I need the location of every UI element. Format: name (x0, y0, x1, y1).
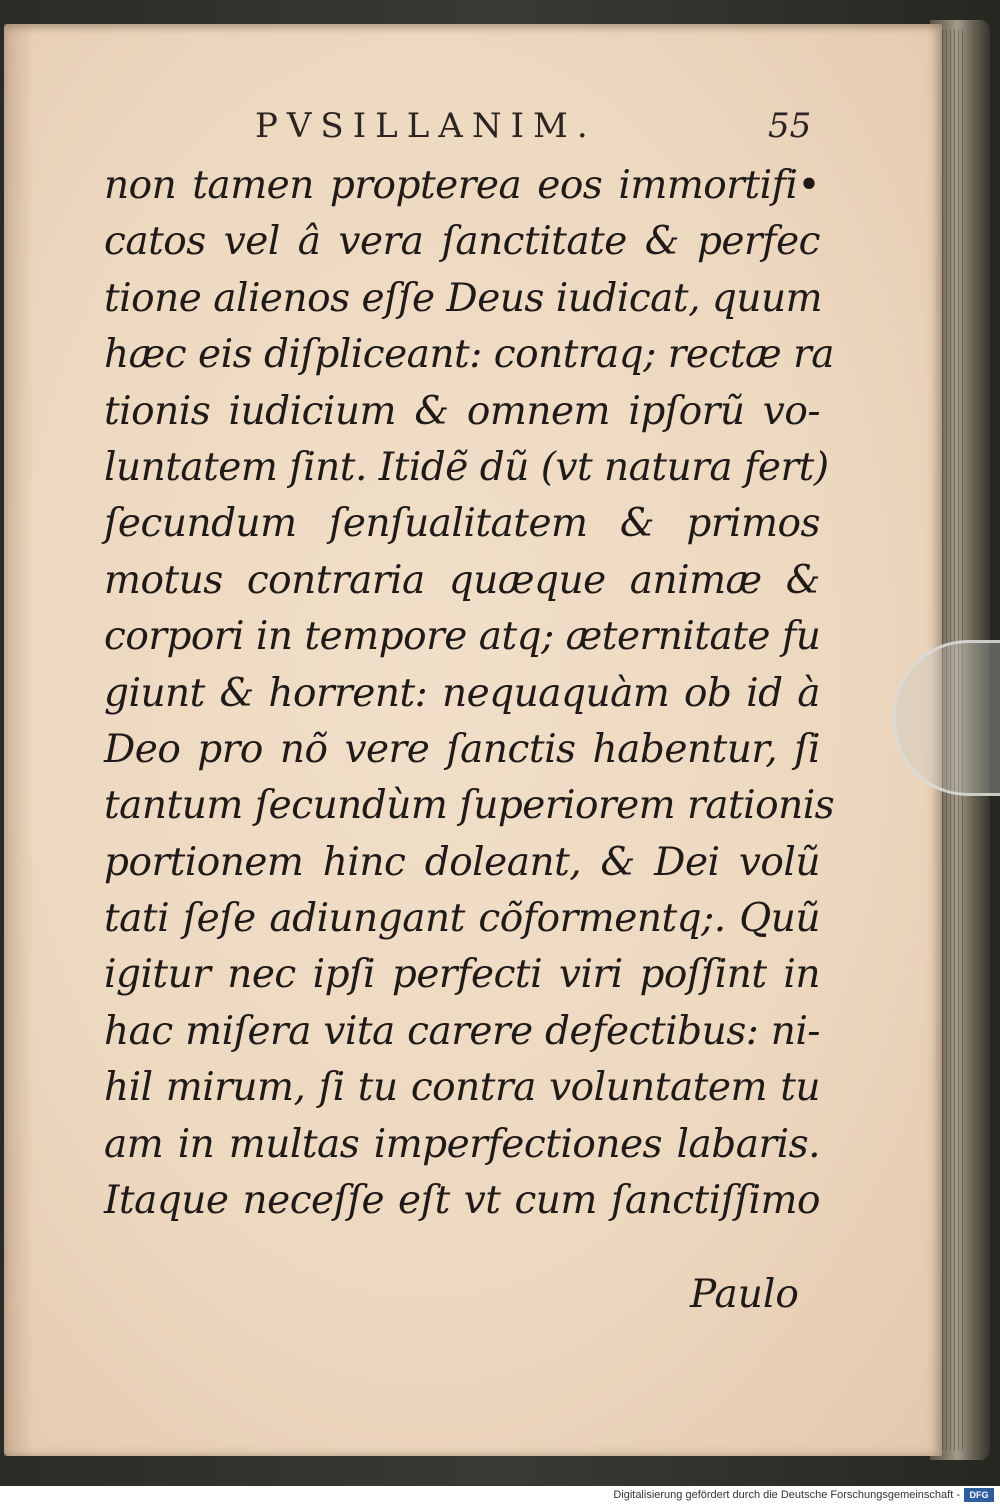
text-line: tantum ſecundùm ſuperiorem rationis (104, 783, 835, 829)
text-line: am in multas imperfectiones labaris. (104, 1121, 820, 1167)
text-line: non tamen propterea eos immortifi• (104, 163, 820, 208)
body-text (104, 158, 835, 1229)
text-line: catos vel â vera ſanctitate & perfec (104, 219, 820, 265)
text-line: luntatem ſint. Itidẽ dũ (vt natura fert) (104, 444, 829, 490)
dfg-logo: DFG (964, 1488, 994, 1502)
text-line: portionem hinc doleant, & Dei volũ (104, 839, 820, 885)
text-line: Itaque neceſſe eſt vt cum ſanctiſſimo (104, 1178, 820, 1224)
text-line: hæc eis diſpliceant: contraq; rectæ ra (104, 332, 834, 378)
text-line: giunt & horrent: nequaquàm ob id à (104, 670, 820, 716)
gutter-shadow (4, 24, 34, 1456)
catchword: Paulo (690, 1272, 799, 1317)
text-line: motus contraria quæque animæ & (104, 557, 820, 603)
text-line: tati ſeſe adiungant cõformentq;. Quũ (104, 896, 820, 942)
text-line: hil mirum, ſi tu contra voluntatem tu (104, 1065, 820, 1111)
page-number: 55 (768, 106, 812, 146)
text-line: igitur nec ipſi perfecti viri poſſint in (104, 952, 820, 998)
digitization-credit: Digitalisierung gefördert durch die Deutsche Forschungsgemeinschaft - (613, 1489, 960, 1501)
running-head: PVSILLANIM. (255, 106, 597, 146)
text-line: corpori in tempore atq; æternitate fu (104, 614, 821, 660)
text-line: ſecundum ſenſualitatem & primos (104, 501, 820, 547)
text-line: tionis iudicium & omnem ipſorũ vo- (104, 388, 820, 434)
text-line: tione alienos eſſe Deus iudicat, quum (104, 275, 823, 321)
text-line: hac miſera vita carere defectibus: ni- (104, 1008, 820, 1054)
text-line: Deo pro nõ vere ſanctis habentur, ſi (104, 726, 820, 772)
